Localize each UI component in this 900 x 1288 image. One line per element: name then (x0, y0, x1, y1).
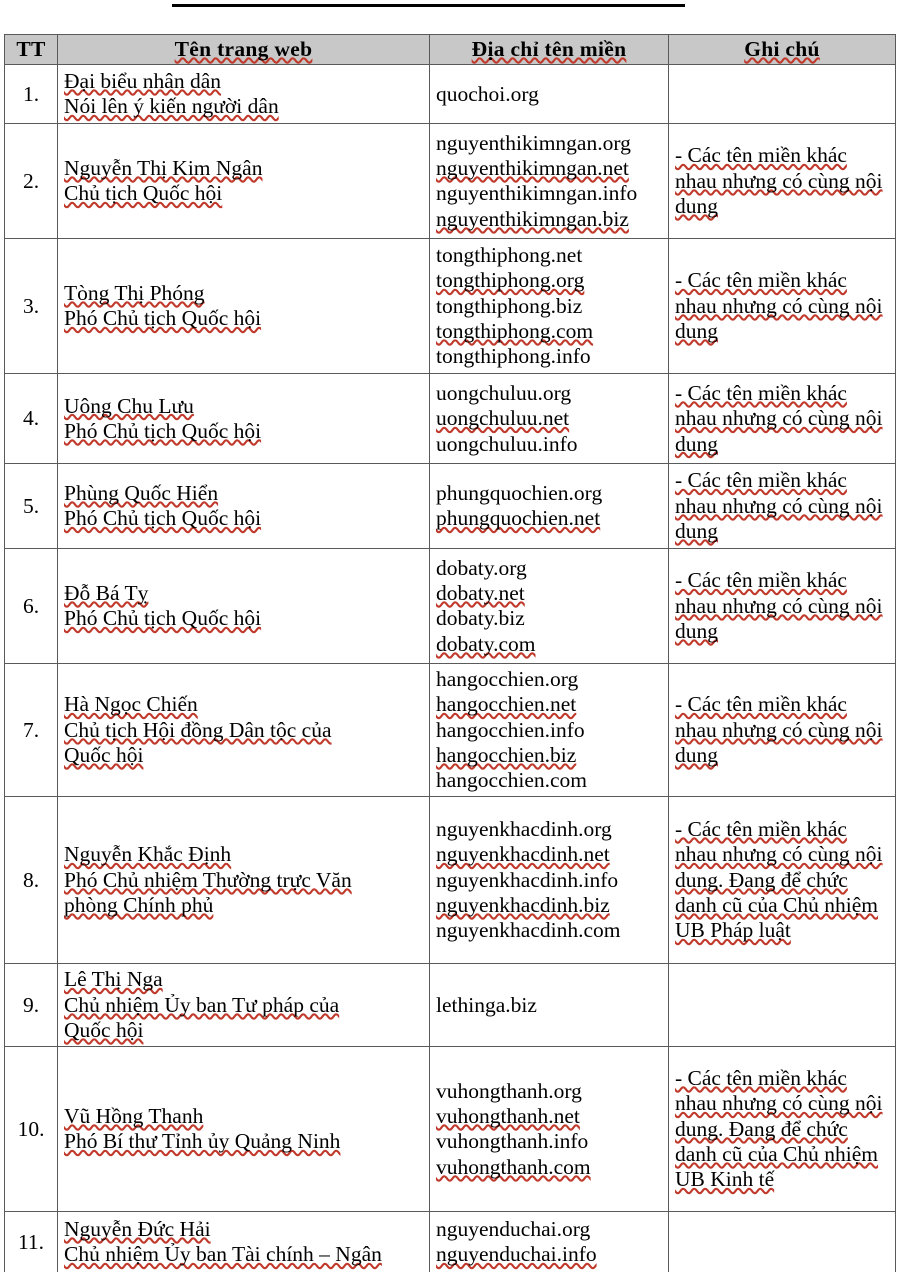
domain-name: dobaty.org (436, 555, 527, 580)
cell-site-name (58, 964, 430, 1047)
domain-name: vuhongthanh.com (436, 1154, 591, 1179)
site-name-line: Chủ nhiệm Ủy ban Tư pháp của (64, 992, 340, 1017)
domain-name: quochoi.org (436, 81, 539, 106)
header-row (5, 35, 896, 65)
note-text: - Các tên miền khác nhau nhưng có cùng nội dung (675, 380, 883, 456)
site-name-line: Nói lên ý kiến người dân (64, 94, 279, 119)
table-row (5, 239, 896, 374)
cell-note (669, 374, 896, 464)
cell-site-name (58, 1047, 430, 1212)
note-text: - Các tên miền khác nhau nhưng có cùng nội dung (675, 268, 883, 344)
cell-note (669, 65, 896, 124)
site-name-line: Phó Chủ tịch Quốc hội (64, 606, 262, 631)
domain-name: vuhongthanh.info (436, 1129, 589, 1154)
cell-site-name (58, 1212, 430, 1273)
table-row (5, 964, 896, 1047)
domain-name: dobaty.com (436, 631, 536, 656)
site-name-line: Quốc hội (64, 1018, 144, 1043)
cell-index: 2. (5, 124, 58, 239)
site-name-line: Phó Bí thư Tỉnh ủy Quảng Ninh (64, 1129, 341, 1154)
cell-domain-list (430, 239, 669, 374)
cell-site-name (58, 549, 430, 664)
site-name-line: Quốc hội (64, 743, 144, 768)
cell-domain-list (430, 664, 669, 797)
table-row (5, 1212, 896, 1273)
site-name-line: Vũ Hồng Thanh (64, 1104, 204, 1128)
site-name-line: Phùng Quốc Hiển (64, 481, 219, 505)
site-name-line: Lê Thị Nga (64, 967, 163, 992)
table-row (5, 65, 896, 124)
cell-note (669, 1212, 896, 1273)
note-text: - Các tên miền khác nhau nhưng có cùng nội dung (675, 568, 883, 644)
cell-note (669, 964, 896, 1047)
site-name-line: Phó Chủ tịch Quốc hội (64, 306, 262, 331)
domain-name: hangocchien.com (436, 768, 588, 793)
cell-domain-list (430, 65, 669, 124)
column-header-site-name: Tên trang web (58, 35, 430, 65)
cell-domain-list (430, 374, 669, 464)
cell-index: 10. (5, 1047, 58, 1212)
column-header-index: TT (5, 35, 58, 65)
cell-site-name (58, 464, 430, 549)
table-row (5, 797, 896, 964)
site-name-line: Chủ tịch Quốc hội (64, 181, 223, 206)
domain-name: nguyenthikimngan.org (436, 130, 631, 155)
note-text: - Các tên miền khác nhau nhưng có cùng nội dung. Đang để chức danh cũ của Chủ nhiệm UB Pháp luật (675, 816, 883, 943)
cell-index: 7. (5, 664, 58, 797)
domain-name: hangocchien.org (436, 666, 579, 691)
cell-domain-list (430, 1212, 669, 1273)
domain-name: dobaty.net (436, 581, 525, 605)
site-name-line: Chủ tịch Hội đồng Dân tộc của (64, 717, 332, 742)
cell-site-name (58, 65, 430, 124)
domain-name: phungquochien.net (436, 506, 601, 531)
domain-name: nguyenthikimngan.biz (436, 206, 629, 231)
domain-name: tongthiphong.info (436, 344, 591, 369)
cell-note (669, 549, 896, 664)
site-name-line: Nguyễn Đức Hải (64, 1217, 211, 1241)
table-row (5, 664, 896, 797)
cell-domain-list (430, 797, 669, 964)
note-text: - Các tên miền khác nhau nhưng có cùng nội dung (675, 468, 883, 544)
domain-name: dobaty.biz (436, 606, 525, 631)
site-name-line: Uông Chu Lưu (64, 393, 194, 418)
cell-index: 1. (5, 65, 58, 124)
cell-site-name (58, 797, 430, 964)
cell-note (669, 464, 896, 549)
table-header (5, 35, 896, 65)
cell-domain-list (430, 549, 669, 664)
site-name-line: phòng Chính phủ (64, 893, 214, 918)
cell-note (669, 124, 896, 239)
site-name-line: Chủ nhiệm Ủy ban Tài chính – Ngân (64, 1242, 382, 1267)
cell-index: 9. (5, 964, 58, 1047)
column-header-note: Ghi chú (669, 35, 896, 65)
site-name-line: Phó Chủ tịch Quốc hội (64, 506, 262, 531)
title-underline-rule (172, 4, 685, 7)
note-text: - Các tên miền khác nhau nhưng có cùng nội dung. Đang để chức danh cũ của Chủ nhiệm UB Kinh tế (675, 1065, 883, 1192)
column-header-domain: Địa chỉ tên miền (430, 35, 669, 65)
site-name-line: Tòng Thị Phóng (64, 281, 205, 305)
domain-name: nguyenduchai.info (436, 1242, 597, 1267)
domain-name: nguyenkhacdinh.biz (436, 893, 610, 918)
domain-registry-table (4, 34, 896, 1272)
title-rule-area (0, 0, 900, 35)
domain-name: nguyenkhacdinh.org (436, 816, 612, 841)
cell-note (669, 239, 896, 374)
table-row (5, 374, 896, 464)
domain-name: hangocchien.info (436, 717, 585, 742)
cell-index: 6. (5, 549, 58, 664)
cell-site-name (58, 374, 430, 464)
domain-name: hangocchien.biz (436, 743, 577, 768)
cell-note (669, 664, 896, 797)
site-name-line: Nguyễn Thị Kim Ngân (64, 156, 263, 180)
cell-domain-list (430, 1047, 669, 1212)
cell-domain-list (430, 964, 669, 1047)
site-name-line: Đại biểu nhân dân (64, 69, 222, 93)
cell-note (669, 797, 896, 964)
domain-name: nguyenkhacdinh.info (436, 867, 619, 892)
cell-site-name (58, 664, 430, 797)
domain-name: uongchuluu.net (436, 406, 570, 431)
cell-note (669, 1047, 896, 1212)
domain-name: nguyenthikimngan.net (436, 156, 629, 180)
table-row (5, 549, 896, 664)
site-name-line: Nguyễn Khắc Định (64, 842, 232, 867)
domain-name: vuhongthanh.org (436, 1078, 582, 1103)
table-row (5, 1047, 896, 1212)
domain-name: tongthiphong.org (436, 268, 585, 293)
domain-name: hangocchien.net (436, 692, 577, 717)
domain-name: uongchuluu.org (436, 380, 572, 405)
note-text: - Các tên miền khác nhau nhưng có cùng nội dung (675, 692, 883, 768)
table-row (5, 124, 896, 239)
cell-index: 5. (5, 464, 58, 549)
domain-name: nguyenkhacdinh.net (436, 842, 610, 867)
domain-name: phungquochien.org (436, 481, 603, 505)
table-body (5, 65, 896, 1273)
cell-site-name (58, 124, 430, 239)
cell-index: 4. (5, 374, 58, 464)
domain-name: tongthiphong.net (436, 242, 583, 267)
note-text: - Các tên miền khác nhau nhưng có cùng nội dung (675, 143, 883, 219)
domain-name: lethinga.biz (436, 992, 537, 1017)
cell-domain-list (430, 464, 669, 549)
site-name-line: Phó Chủ nhiệm Thường trực Văn (64, 867, 352, 892)
domain-name: nguyenduchai.org (436, 1217, 591, 1241)
site-name-line: Đỗ Bá Tỵ (64, 581, 149, 605)
site-name-line: Phó Chủ tịch Quốc hội (64, 418, 262, 443)
cell-site-name (58, 239, 430, 374)
cell-index: 11. (5, 1212, 58, 1273)
domain-name: vuhongthanh.net (436, 1104, 580, 1128)
domain-name: tongthiphong.com (436, 319, 594, 344)
domain-name: tongthiphong.biz (436, 293, 583, 318)
domain-name: nguyenthikimngan.info (436, 181, 638, 206)
cell-domain-list (430, 124, 669, 239)
site-name-line: Hà Ngọc Chiến (64, 692, 198, 717)
cell-index: 8. (5, 797, 58, 964)
cell-index: 3. (5, 239, 58, 374)
domain-name: nguyenkhacdinh.com (436, 918, 621, 943)
domain-name: uongchuluu.info (436, 431, 578, 456)
table-row (5, 464, 896, 549)
